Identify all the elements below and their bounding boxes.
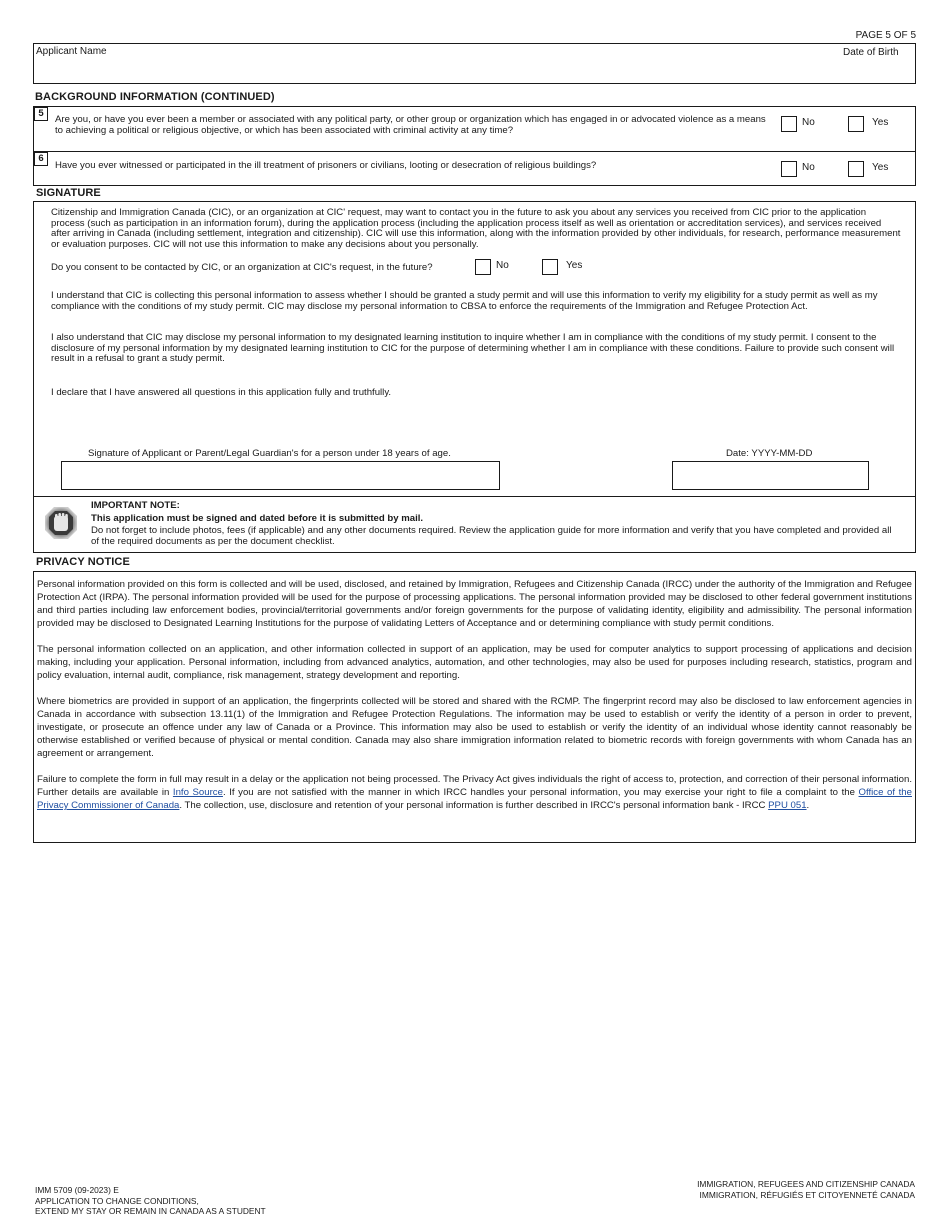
privacy-paragraph-biometrics: Where biometrics are provided in support of an application, the fingerprints collected will be stored and shared with the RCMP. The fingerprint record may also be disclosed to law enforcement agencies in Canada in accordance with subsection 13.11(1) of the Immigration and Refugee Protection Regulations. The information may be used to establish or verify the identity of a person in order to prevent, investigate, or prosecute an offence under any law of Canada or a Province. This information may also be used to establish or verify the identity of an individual whose identity cannot reasonably be otherwise established or verified because of physical or mental condition. Canada may also share immigration information related to biometric records with foreign governments with whom Canada has an agreement or arrangement. (37, 696, 912, 759)
department-name-en: IMMIGRATION, REFUGEES AND CITIZENSHIP CANADA (697, 1179, 915, 1189)
consent-yes-label: Yes (566, 260, 583, 271)
question-6-number: 6 (34, 152, 48, 166)
info-source-link[interactable]: Info Source (172, 787, 223, 798)
background-questions-box (33, 106, 916, 186)
question-6-no-label: No (802, 162, 815, 173)
cbsa-disclosure-paragraph: I understand that CIC is collecting this personal information to assess whether I should be granted a study permit and will use this information to verify my eligibility for a study permit as well as my compliance with the conditions of my study permit. CIC may disclose my personal information to CBSA to enforce the requirements of the Immigration and Refugee Protection Act. (51, 290, 878, 312)
consent-question: Do you consent to be contacted by CIC, or an organization at CIC's request, in the future? (51, 262, 433, 273)
question-6-yes-checkbox[interactable] (848, 161, 864, 177)
question-5-text: Are you, or have you ever been a member or associated with any political party, or other group or organization which has engaged in or advocated violence as a means to achieving a political or religious objective, or which has been associated with criminal activity at any time? (55, 114, 766, 136)
privacy-rights-text-a: Failure to complete the form in full may result in a delay or the application not being processed. The Privacy Act gives individuals the right of access to, protection, and correction of their personal information. Further details are available in (37, 774, 912, 798)
date-label: Date: YYYY-MM-DD (726, 448, 813, 459)
signature-date-field[interactable] (672, 461, 869, 490)
question-6-yes-label: Yes (872, 162, 889, 173)
question-5-no-label: No (802, 117, 815, 128)
background-section-title: BACKGROUND INFORMATION (CONTINUED) (35, 91, 275, 103)
declaration-text: I declare that I have answered all questions in this application fully and truthfully. (51, 387, 392, 398)
question-5-yes-label: Yes (872, 117, 889, 128)
applicant-header-box (33, 43, 916, 84)
page-number: PAGE 5 OF 5 (855, 30, 916, 41)
question-6-text: Have you ever witnessed or participated in the ill treatment of prisoners or civilians, looting or desecration of religious buildings? (55, 160, 597, 171)
department-name-fr: IMMIGRATION, RÉFUGIÉS ET CITOYENNETÉ CANADA (699, 1189, 915, 1200)
date-of-birth-field[interactable] (794, 62, 909, 80)
consent-yes-checkbox[interactable] (542, 259, 558, 275)
question-6-no-checkbox[interactable] (781, 161, 797, 177)
privacy-commissioner-link[interactable]: Office of the Privacy Commissioner of Canada (37, 787, 912, 811)
applicant-name-label: Applicant Name (36, 46, 107, 57)
privacy-rights-text-c: . The collection, use, disclosure and retention of your personal information is further described in IRCC's personal information bank - IRCC (179, 800, 769, 811)
privacy-paragraph-analytics: The personal information collected on an application, and other information collected in support of an application, may be used for computer analytics to support processing of applications and decision making, including your application. Personal information, including from advanced analytics, automation, and other technologies, may also be used for purposes including research, statistics, program and policy evaluation, internal audit, compliance, risk management, strategy development and reporting. (37, 644, 912, 681)
ppu-051-link[interactable]: PPU 051 (768, 800, 807, 811)
signature-section-title: SIGNATURE (36, 187, 101, 199)
question-5-number: 5 (34, 107, 48, 121)
signature-field[interactable] (61, 461, 500, 490)
important-note-title: IMPORTANT NOTE: (91, 500, 180, 511)
question-5-yes-checkbox[interactable] (848, 116, 864, 132)
dli-disclosure-paragraph: I also understand that CIC may disclose my personal information to my designated learning institution to inquire whether I am in compliance with the conditions of my study permit. I consent to the disclosure of my personal information by my designated learning institution to CIC for the purpose of determining whether I am in compliance with these conditions. Failure to provide such consent will result in a refusal to grant a study permit. (51, 332, 895, 365)
privacy-rights-text-b: . If you are not satisfied with the manner in which IRCC handles your personal information, you may exercise your right to file a complaint to the (222, 787, 859, 798)
privacy-section-title: PRIVACY NOTICE (36, 556, 130, 568)
signature-box (33, 201, 916, 497)
date-of-birth-label: Date of Birth (843, 47, 899, 58)
privacy-paragraph-collection: Personal information provided on this form is collected and will be used, disclosed, and retained by Immigration, Refugees and Citizenship Canada (IRCC) under the authority of the Immigration and Refugee Protection Act (IRPA). The personal information provided will be used for the purpose of processing applications. The personal information provided may be disclosed to other federal government institutions and third parties including law enforcement bodies, provincial/territorial governments and/or foreign governments for the purpose of validating identity, eligibility and admissibility. The personal information provided may be disclosed to Designated Learning Institutions for the purpose of validating Letters of Acceptance and or determining compliance with study permit conditions. (37, 579, 912, 629)
cic-contact-paragraph: Citizenship and Immigration Canada (CIC), or an organization at CIC' request, may want to contact you in the future to ask you about any services you received from CIC prior to the application process (such as participation in an information forum), during the application process (including the application process itself as well as orientation or accreditation services), and services received after arriving in Canada (including settlement, integration and citizenship). CIC will use this information, along with the information provided by other individuals, for research, performance measurement or evaluation purposes. CIC will not use this information to make any decisions about you personally. (51, 207, 901, 250)
question-5-no-checkbox[interactable] (781, 116, 797, 132)
signature-label: Signature of Applicant or Parent/Legal Guardian's for a person under 18 years of age. (88, 448, 451, 459)
important-note-body: Do not forget to include photos, fees (if applicable) and any other documents required. Review the application guide for more information and verify that you have completed and provided all of the required documents as per the document checklist. (91, 525, 892, 547)
form-footer-right (697, 1179, 915, 1200)
consent-no-label: No (496, 260, 509, 271)
form-code: IMM 5709 (09-2023) E (35, 1185, 119, 1195)
privacy-rights-text-d: . (806, 800, 810, 811)
form-title-line-2: EXTEND MY STAY OR REMAIN IN CANADA AS A STUDENT (35, 1206, 266, 1216)
important-note-bold-line: This application must be signed and dated before it is submitted by mail. (91, 513, 424, 524)
privacy-paragraph-rights (37, 773, 912, 812)
stop-hand-icon (43, 505, 79, 541)
privacy-notice-box (33, 571, 916, 843)
question-divider (34, 151, 915, 152)
applicant-name-field[interactable] (36, 62, 596, 80)
important-note-box (33, 496, 916, 553)
form-footer-left (35, 1185, 266, 1217)
form-title-line-1: APPLICATION TO CHANGE CONDITIONS, (35, 1195, 199, 1206)
consent-no-checkbox[interactable] (475, 259, 491, 275)
